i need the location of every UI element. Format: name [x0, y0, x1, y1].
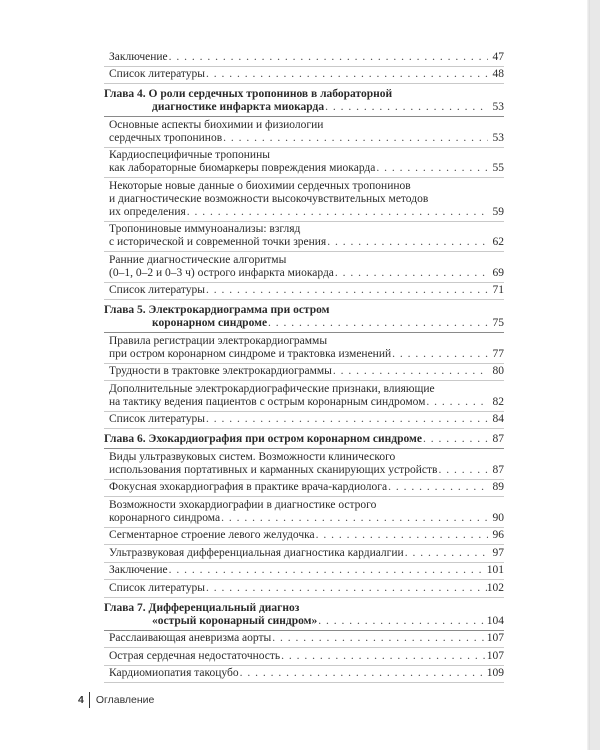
- toc-page-number: 69: [492, 266, 504, 279]
- toc-dot-leader: [404, 547, 488, 560]
- toc-dot-leader: [239, 667, 487, 680]
- toc-entry[interactable]: [104, 545, 504, 563]
- toc-page-number: 102: [486, 581, 504, 594]
- toc-entry-title-line: Дополнительные электрокардиографические признаки, влияющие: [109, 382, 435, 395]
- toc-entry-title-line: коронарного синдрома: [109, 511, 221, 524]
- toc-dot-leader: [271, 632, 486, 645]
- footer-divider: [89, 692, 90, 708]
- toc-entry[interactable]: [104, 364, 504, 382]
- toc-page-number: 62: [492, 236, 504, 248]
- toc-entry[interactable]: [104, 563, 504, 581]
- toc-dot-leader: [422, 433, 488, 446]
- page-edge: [590, 0, 600, 750]
- toc-entry-title-line: на тактику ведения пациентов с острым коронарным синдромом: [109, 395, 426, 408]
- page-footer: [78, 693, 154, 707]
- toc-page-number: 82: [492, 395, 504, 408]
- toc-dot-leader: [425, 396, 488, 409]
- toc-entry-title-line: с исторической и современной точки зрения: [109, 236, 327, 248]
- toc-entry[interactable]: [104, 67, 504, 85]
- toc-entry-title-line: при остром коронарном синдроме и трактовка изменений: [109, 347, 392, 360]
- toc-page-number: 97: [492, 546, 504, 559]
- toc-dot-leader: [186, 206, 488, 219]
- toc-entry[interactable]: [104, 178, 504, 222]
- toc-dot-leader: [205, 413, 488, 426]
- toc-entry-title-line: Трудности в трактовке электрокардиограммы: [109, 365, 332, 377]
- toc-page-number: 55: [492, 162, 504, 174]
- toc-dot-leader: [267, 317, 488, 330]
- toc-entry-title-line: (0–1, 0–2 и 0–3 ч) острого инфаркта миокарда: [109, 266, 334, 279]
- toc-page-number: 87: [492, 433, 504, 445]
- toc-page-number: 90: [492, 511, 504, 524]
- toc-entry-title-line: Тропониновые иммуноанализы: взгляд: [109, 223, 301, 235]
- toc-entry[interactable]: [104, 497, 504, 528]
- toc-entry[interactable]: [104, 666, 504, 684]
- toc-dot-leader: [387, 481, 488, 494]
- toc-page-number: 77: [492, 347, 504, 360]
- toc-entry-title-line: Ультразвуковая дифференциальная диагностика кардиалгии: [109, 546, 404, 559]
- toc-entry-title-line: Острая сердечная недостаточность: [109, 649, 281, 662]
- toc-chapter-entry[interactable]: [104, 429, 504, 449]
- toc-page-number: 104: [486, 614, 504, 627]
- toc-entry-title-line: Список литературы: [109, 413, 205, 425]
- toc-page-number: 109: [486, 667, 504, 679]
- toc-entry-title-line: Основные аспекты биохимии и физиологии: [109, 118, 324, 131]
- toc-chapter-entry[interactable]: [104, 84, 504, 117]
- toc-page-number: 84: [492, 413, 504, 425]
- toc-dot-leader: [205, 68, 488, 81]
- toc-dot-leader: [391, 348, 488, 361]
- toc-entry[interactable]: [104, 252, 504, 283]
- toc-dot-leader: [375, 162, 488, 175]
- toc-page-number: 96: [492, 529, 504, 541]
- toc-entry-title-line: Глава 5. Электрокардиограмма при остром: [104, 304, 330, 316]
- toc-entry-title-line: Глава 6. Эхокардиография при остром коронарном синдроме: [104, 433, 422, 445]
- toc-entry-title-line: Правила регистрации электрокардиограммы: [109, 334, 328, 347]
- toc-entry[interactable]: [104, 381, 504, 412]
- toc-entry-title-line: Сегментарное строение левого желудочка: [109, 529, 315, 541]
- table-of-contents: [104, 49, 504, 683]
- toc-entry[interactable]: [104, 480, 504, 498]
- toc-entry[interactable]: [104, 117, 504, 148]
- toc-entry-title-line: Некоторые новые данные о биохимии сердечных тропонинов: [109, 179, 411, 192]
- toc-chapter-entry[interactable]: [104, 300, 504, 333]
- toc-entry-title-line: Возможности эхокардиографии в диагностике острого: [109, 498, 377, 511]
- toc-entry-title-line: Список литературы: [109, 68, 205, 80]
- toc-dot-leader: [324, 101, 488, 114]
- toc-entry-title-line: Глава 7. Дифференциальный диагноз: [104, 601, 300, 614]
- toc-entry[interactable]: [104, 412, 504, 430]
- toc-page-number: 71: [492, 284, 504, 296]
- toc-dot-leader: [280, 650, 487, 663]
- toc-dot-leader: [220, 512, 488, 525]
- toc-page-number: 75: [492, 317, 504, 329]
- toc-page-number: 89: [492, 481, 504, 493]
- page-number: 4: [78, 694, 84, 706]
- toc-entry-title-line: Расслаивающая аневризма аорты: [109, 632, 272, 644]
- toc-entry-title-line: Список литературы: [109, 581, 205, 594]
- toc-page-number: 101: [486, 564, 504, 576]
- toc-page-number: 59: [492, 205, 504, 218]
- toc-dot-leader: [334, 267, 488, 280]
- toc-entry-title-line: Заключение: [109, 564, 168, 576]
- toc-dot-leader: [222, 132, 488, 145]
- toc-page-number: 47: [492, 50, 504, 63]
- toc-entry-title-line: сердечных тропонинов: [109, 131, 223, 144]
- toc-entry[interactable]: [104, 631, 504, 649]
- toc-dot-leader: [315, 529, 488, 542]
- toc-page-number: 80: [492, 365, 504, 377]
- toc-entry-title-line: как лабораторные биомаркеры повреждения миокарда: [109, 162, 376, 174]
- toc-entry-title-line: Список литературы: [109, 284, 205, 296]
- toc-entry-title-line: «острый коронарный синдром»: [152, 614, 318, 627]
- toc-entry[interactable]: [104, 648, 504, 666]
- toc-entry-title-line: Ранние диагностические алгоритмы: [109, 253, 287, 266]
- toc-entry-title-line: диагностике инфаркта миокарда: [152, 101, 325, 113]
- toc-entry[interactable]: [104, 449, 504, 480]
- toc-dot-leader: [326, 236, 488, 249]
- toc-dot-leader: [332, 365, 488, 378]
- toc-entry[interactable]: [104, 222, 504, 253]
- toc-entry-title-line: Кардиоспецифичные тропонины: [109, 149, 270, 161]
- toc-entry[interactable]: [104, 49, 504, 67]
- toc-page-number: 107: [486, 649, 504, 662]
- toc-dot-leader: [438, 464, 489, 477]
- toc-entry[interactable]: [104, 283, 504, 301]
- toc-entry[interactable]: [104, 528, 504, 546]
- toc-entry-title-line: использования портативных и карманных сканирующих устройств: [109, 463, 438, 476]
- toc-entry-title-line: Кардиомиопатия такоцубо: [109, 667, 239, 679]
- toc-entry-title-line: Виды ультразвуковых систем. Возможности клинического: [109, 450, 396, 463]
- toc-page-number: 48: [492, 68, 504, 80]
- toc-page-number: 53: [492, 101, 504, 113]
- toc-entry-title-line: Фокусная эхокардиография в практике врача-кардиолога: [109, 481, 388, 493]
- toc-entry-title-line: Заключение: [109, 50, 168, 63]
- toc-entry-title-line: коронарном синдроме: [152, 317, 268, 329]
- toc-entry-title-line: и диагностические возможности высокочувствительных методов: [109, 192, 429, 205]
- toc-page-number: 87: [492, 463, 504, 476]
- toc-page-number: 107: [486, 632, 504, 644]
- toc-entry-title-line: Глава 4. О роли сердечных тропонинов в лабораторной: [104, 88, 393, 100]
- toc-dot-leader: [168, 564, 487, 577]
- toc-entry[interactable]: [104, 333, 504, 364]
- toc-page-number: 53: [492, 131, 504, 144]
- footer-section-label: Оглавление: [95, 694, 155, 706]
- toc-entry-title-line: их определения: [109, 205, 186, 218]
- toc-entry[interactable]: [104, 148, 504, 179]
- toc-dot-leader: [317, 615, 487, 628]
- toc-dot-leader: [168, 51, 488, 64]
- toc-dot-leader: [205, 582, 487, 595]
- toc-entry[interactable]: [104, 580, 504, 598]
- toc-chapter-entry[interactable]: [104, 598, 504, 631]
- toc-dot-leader: [205, 284, 488, 297]
